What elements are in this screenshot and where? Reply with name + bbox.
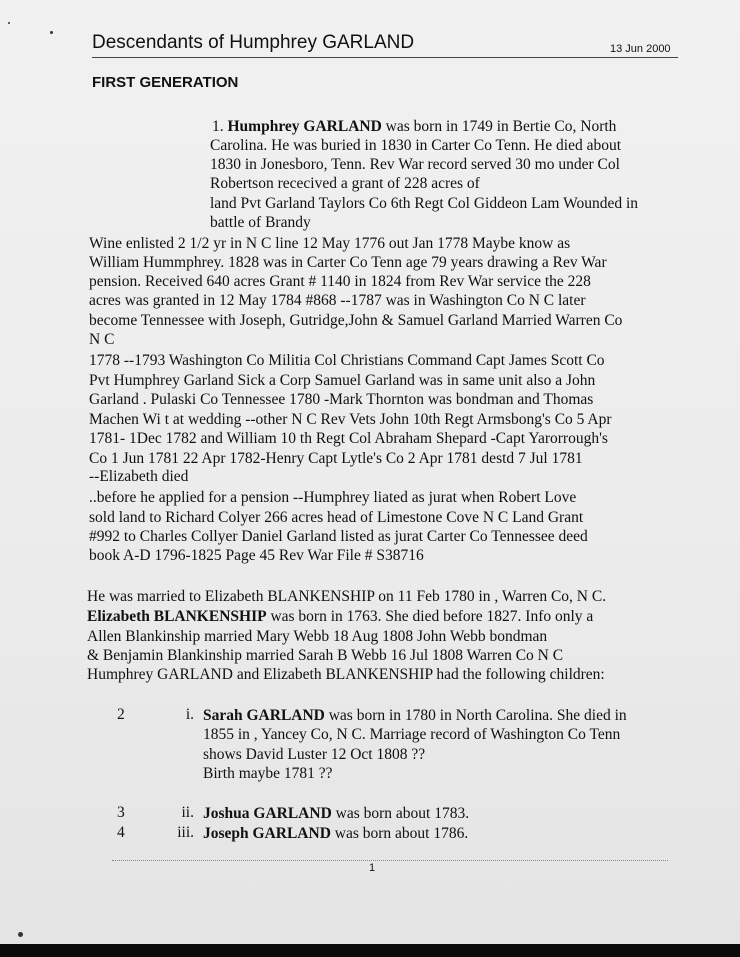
person1-note-line: acres was granted in 12 May 1784 #868 --1787 was in Washington Co N C later [89, 292, 586, 309]
person1-first-line-rest: was born in 1749 in Bertie Co, North [381, 118, 617, 135]
marriage-note-line: Allen Blankinship married Mary Webb 18 Aug 1808 John Webb bondman [87, 628, 548, 645]
person1-line: Robertson rececived a grant of 228 acres of [210, 175, 480, 192]
footer-rule [112, 860, 668, 861]
scan-speck [50, 31, 53, 34]
person1-note-line: pension. Received 640 acres Grant # 1140 in 1824 from Rev War service the 228 [89, 273, 591, 290]
person1-note-line: ..before he applied for a pension --Humphrey liated as jurat when Robert Love [89, 489, 577, 506]
child-first-line [203, 706, 627, 725]
person1-line: Carolina. He was buried in 1830 in Carter Co Tenn. He died about [210, 137, 622, 154]
child-line: Birth maybe 1781 ?? [203, 765, 333, 782]
person1-note-line: --Elizabeth died [89, 468, 189, 485]
child-line: shows David Luster 12 Oct 1808 ?? [203, 746, 426, 763]
person1-line: battle of Brandy [210, 214, 311, 231]
child-name: Joshua GARLAND [203, 805, 332, 822]
scan-edge [0, 944, 740, 957]
child-first-line-rest: was born about 1783. [331, 805, 470, 822]
person1-number: 1. [212, 118, 224, 135]
scan-speck [8, 22, 10, 24]
spouse-name: Elizabeth BLANKENSHIP [87, 608, 267, 625]
report-date: 13 Jun 2000 [610, 43, 671, 55]
child-number: 4 [117, 824, 125, 841]
child-roman: ii. [181, 804, 194, 821]
child-number: 3 [117, 804, 125, 821]
scan-speck [18, 932, 23, 937]
report-title: Descendants of Humphrey GARLAND [92, 32, 415, 53]
child-line: 1855 in , Yancey Co, N C. Marriage record of Washington Co Tenn [203, 726, 621, 743]
person1-first-line [212, 117, 616, 136]
generation-heading: FIRST GENERATION [92, 74, 239, 91]
person1-note-line: sold land to Richard Colyer 266 acres head of Limestone Cove N C Land Grant [89, 509, 584, 526]
person1-line: land Pvt Garland Taylors Co 6th Regt Col Giddeon Lam Wounded in [210, 195, 639, 212]
child-first-line [203, 824, 468, 843]
person1-note-line: 1781- 1Dec 1782 and William 10 th Regt Col Abraham Shepard -Capt Yarorrough's [89, 430, 608, 447]
child-name: Joseph GARLAND [203, 825, 331, 842]
person1-note-line: 1778 --1793 Washington Co Militia Col Christians Command Capt James Scott Co [89, 352, 605, 369]
child-number: 2 [117, 706, 125, 723]
child-first-line-rest: was born in 1780 in North Carolina. She died in [324, 707, 627, 724]
header-rule [92, 57, 678, 58]
children-intro: Humphrey GARLAND and Elizabeth BLANKENSHIP had the following children: [87, 666, 605, 683]
spouse-line-rest: was born in 1763. She died before 1827. Info only a [266, 608, 594, 625]
person1-note-line: book A-D 1796-1825 Page 45 Rev War File # S38716 [89, 547, 424, 564]
child-first-line [203, 804, 469, 823]
person1-note-line: Co 1 Jun 1781 22 Apr 1782-Henry Capt Lytle's Co 2 Apr 1781 destd 7 Jul 1781 [89, 450, 583, 467]
page-number: 1 [369, 862, 376, 874]
person1-name: Humphrey GARLAND [227, 118, 382, 135]
child-roman: i. [185, 706, 194, 723]
spouse-line [87, 607, 593, 626]
child-first-line-rest: was born about 1786. [330, 825, 469, 842]
person1-note-line: William Hummphrey. 1828 was in Carter Co Tenn age 79 years drawing a Rev War [89, 254, 607, 271]
marriage-note-line: & Benjamin Blankinship married Sarah B Webb 16 Jul 1808 Warren Co N C [87, 647, 564, 664]
person1-line: 1830 in Jonesboro, Tenn. Rev War record served 30 mo under Col [210, 156, 620, 173]
person1-note-line: Wine enlisted 2 1/2 yr in N C line 12 May 1776 out Jan 1778 Maybe know as [89, 235, 571, 252]
person1-note-line: Machen Wi t at wedding --other N C Rev Vets John 10th Regt Armsbong's Co 5 Apr [89, 411, 612, 428]
person1-note-line: Garland . Pulaski Co Tennessee 1780 -Mark Thornton was bondman and Thomas [89, 391, 594, 408]
person1-note-line: Pvt Humphrey Garland Sick a Corp Samuel Garland was in same unit also a John [89, 372, 596, 389]
person1-note-line: become Tennessee with Joseph, Gutridge,John & Samuel Garland Married Warren Co [89, 312, 623, 329]
person1-note-line: #992 to Charles Collyer Daniel Garland listed as jurat Carter Co Tennessee deed [89, 528, 588, 545]
child-roman: iii. [177, 824, 194, 841]
marriage-line: He was married to Elizabeth BLANKENSHIP on 11 Feb 1780 in , Warren Co, N C. [87, 588, 607, 605]
child-name: Sarah GARLAND [203, 707, 325, 724]
person1-note-line: N C [89, 331, 115, 348]
